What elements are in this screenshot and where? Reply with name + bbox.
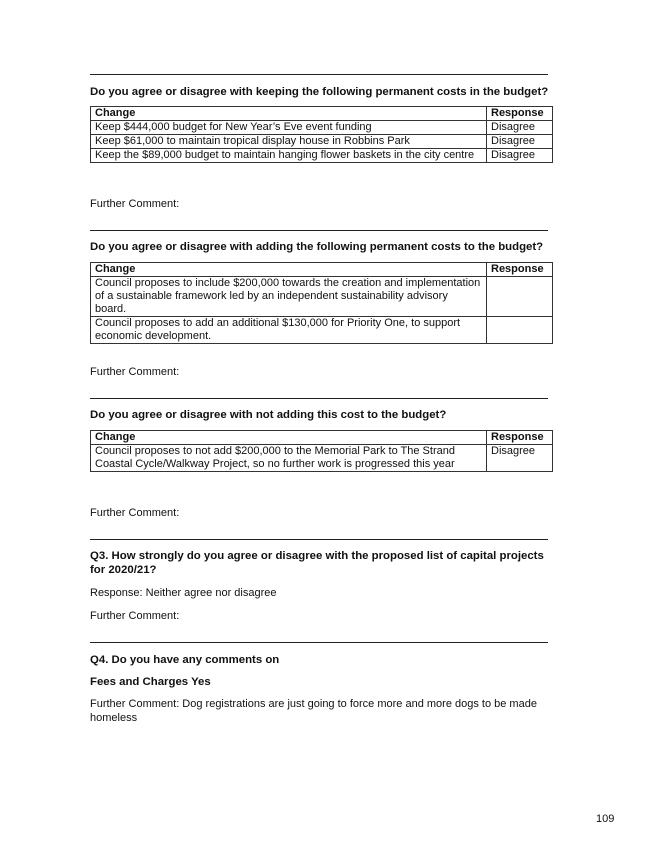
q4-subheading: Fees and Charges Yes — [90, 676, 211, 688]
col-change: Change — [91, 263, 487, 277]
further-comment: Further Comment: — [90, 198, 180, 210]
divider — [90, 74, 548, 75]
table-row — [91, 149, 553, 163]
col-response: Response — [487, 263, 553, 277]
section2-table — [90, 262, 553, 344]
change-cell: Council proposes to add an additional $130,000 for Priority One, to support economic development. — [91, 317, 487, 344]
response-cell — [487, 277, 553, 317]
section3-table — [90, 430, 553, 472]
section1-question: Do you agree or disagree with keeping the following permanent costs in the budget? — [90, 86, 549, 98]
further-comment: Further Comment: — [90, 507, 180, 519]
q4-further-comment: Further Comment: Dog registrations are just going to force more and more dogs to be made homeless — [90, 698, 537, 724]
col-change: Change — [91, 107, 487, 121]
response-cell — [487, 317, 553, 344]
q3-response: Response: Neither agree nor disagree — [90, 587, 277, 599]
q4-question: Q4. Do you have any comments on — [90, 654, 280, 666]
page-number: 109 — [596, 813, 615, 825]
change-cell: Keep $444,000 budget for New Year’s Eve event funding — [91, 121, 487, 135]
further-comment: Further Comment: — [90, 366, 180, 378]
table-header-row — [91, 107, 553, 121]
table-header-row — [91, 263, 553, 277]
table-row — [91, 277, 553, 317]
col-change: Change — [91, 431, 487, 445]
change-cell: Keep $61,000 to maintain tropical display house in Robbins Park — [91, 135, 487, 149]
table-row — [91, 445, 553, 472]
response-cell: Disagree — [487, 445, 553, 472]
table-row — [91, 317, 553, 344]
table-header-row — [91, 431, 553, 445]
col-response: Response — [487, 431, 553, 445]
section2-question: Do you agree or disagree with adding the following permanent costs to the budget? — [90, 241, 544, 253]
table-row — [91, 135, 553, 149]
q3-question: Q3. How strongly do you agree or disagree with the proposed list of capital projects for 2020/21? — [90, 550, 544, 576]
further-comment: Further Comment: — [90, 610, 180, 622]
response-cell: Disagree — [487, 135, 553, 149]
section1-table — [90, 106, 553, 163]
change-cell: Council proposes to include $200,000 towards the creation and implementation of a sustainable framework led by an independent sustainability advisory board. — [91, 277, 487, 317]
col-response: Response — [487, 107, 553, 121]
section3-question: Do you agree or disagree with not adding this cost to the budget? — [90, 409, 447, 421]
change-cell: Council proposes to not add $200,000 to the Memorial Park to The Strand Coastal Cycle/Walkway Project, so no further work is progressed this year — [91, 445, 487, 472]
table-row — [91, 121, 553, 135]
divider — [90, 398, 548, 399]
divider — [90, 230, 548, 231]
change-cell: Keep the $89,000 budget to maintain hanging flower baskets in the city centre — [91, 149, 487, 163]
response-cell: Disagree — [487, 149, 553, 163]
response-cell: Disagree — [487, 121, 553, 135]
divider — [90, 539, 548, 540]
divider — [90, 642, 548, 643]
